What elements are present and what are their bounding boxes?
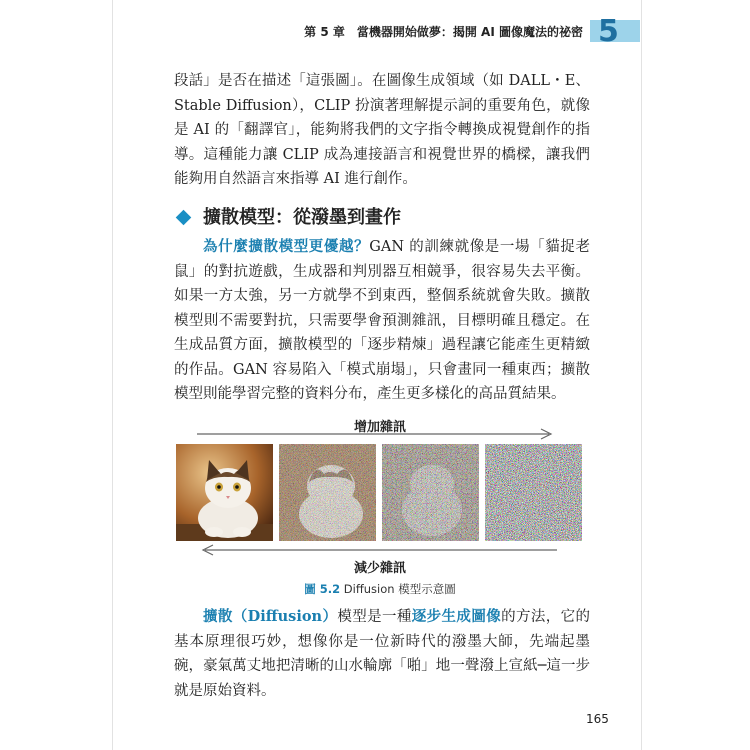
paragraph-body: GAN 的訓練就像是一場「貓捉老鼠」的對抗遊戲，生成器和判別器互相競爭，很容易失去平衡。如果一方太強，另一方就學不到東西，整個系統就會失敗。擴散模型則不需要對抗，只需要學會預測雜訊，目標明確且穩定。在生成品質方面，擴散模型的「逐步精煉」過程讓它能產生更精緻的作品。GAN 容易陷入「模式崩塌」，只會畫同一種東西；擴散模型則能學習完整的資料分布，產生更多樣化的高品質結果。 bbox=[174, 239, 590, 402]
figure-top-label: 增加雜訊 bbox=[353, 420, 406, 435]
section-title: 擴散模型：從潑墨到畫作 bbox=[203, 207, 401, 228]
panel-pure-noise bbox=[485, 444, 582, 541]
panel-heavy-noise bbox=[382, 444, 479, 541]
diamond-bullet-icon bbox=[176, 209, 192, 225]
figure-caption bbox=[280, 581, 480, 597]
page-number: 165 bbox=[586, 712, 609, 726]
chapter-title: 第 5 章 當機器開始做夢：揭開 AI 圖像魔法的祕密 bbox=[304, 25, 583, 39]
remove-noise-arrow-icon bbox=[197, 544, 557, 556]
paragraph-clip: 段話」是否在描述「這張圖」。在圖像生成領域（如 DALL・E、Stable Diffusion），CLIP 扮演著理解提示詞的重要角色，就像是 AI 的「翻譯官」，能夠將我們的文字指令轉換成視覺創作的指導。這種能力讓 CLIP 成為連接語言和視覺世界的橋樑，讓我們能夠用自然語言來指導 AI 進行創作。 bbox=[174, 73, 590, 187]
section-heading bbox=[174, 203, 401, 229]
diffusion-term: 擴散（Diffusion） bbox=[203, 608, 338, 625]
chapter-number: 5 bbox=[598, 14, 619, 49]
paragraph3-part2: 的方法，它的基本原理很巧妙，想像你是一位新時代的潑墨大師，先端起墨碗，豪氣萬丈地把清晰的山水輪廓「啪」地一聲潑上宣紙─這一步就是原始資料。 bbox=[174, 609, 591, 699]
paragraph-diffusion-advantage bbox=[174, 235, 590, 407]
panel-light-noise bbox=[279, 444, 376, 541]
paragraph3-part1: 模型是一種 bbox=[337, 609, 412, 625]
paragraph3-highlight: 逐步生成圖像 bbox=[411, 608, 502, 625]
paragraph-lead: 為什麼擴散模型更優越？ bbox=[203, 238, 370, 255]
panel-original-cat bbox=[176, 444, 273, 541]
figure-bottom-label: 減少雜訊 bbox=[353, 561, 406, 576]
caption-text: Diffusion 模型示意圖 bbox=[343, 582, 456, 596]
caption-number: 圖 5.2 bbox=[304, 582, 341, 596]
paragraph-diffusion-intro bbox=[174, 605, 590, 703]
add-noise-arrow-icon bbox=[197, 428, 557, 440]
chapter-header bbox=[240, 14, 640, 49]
